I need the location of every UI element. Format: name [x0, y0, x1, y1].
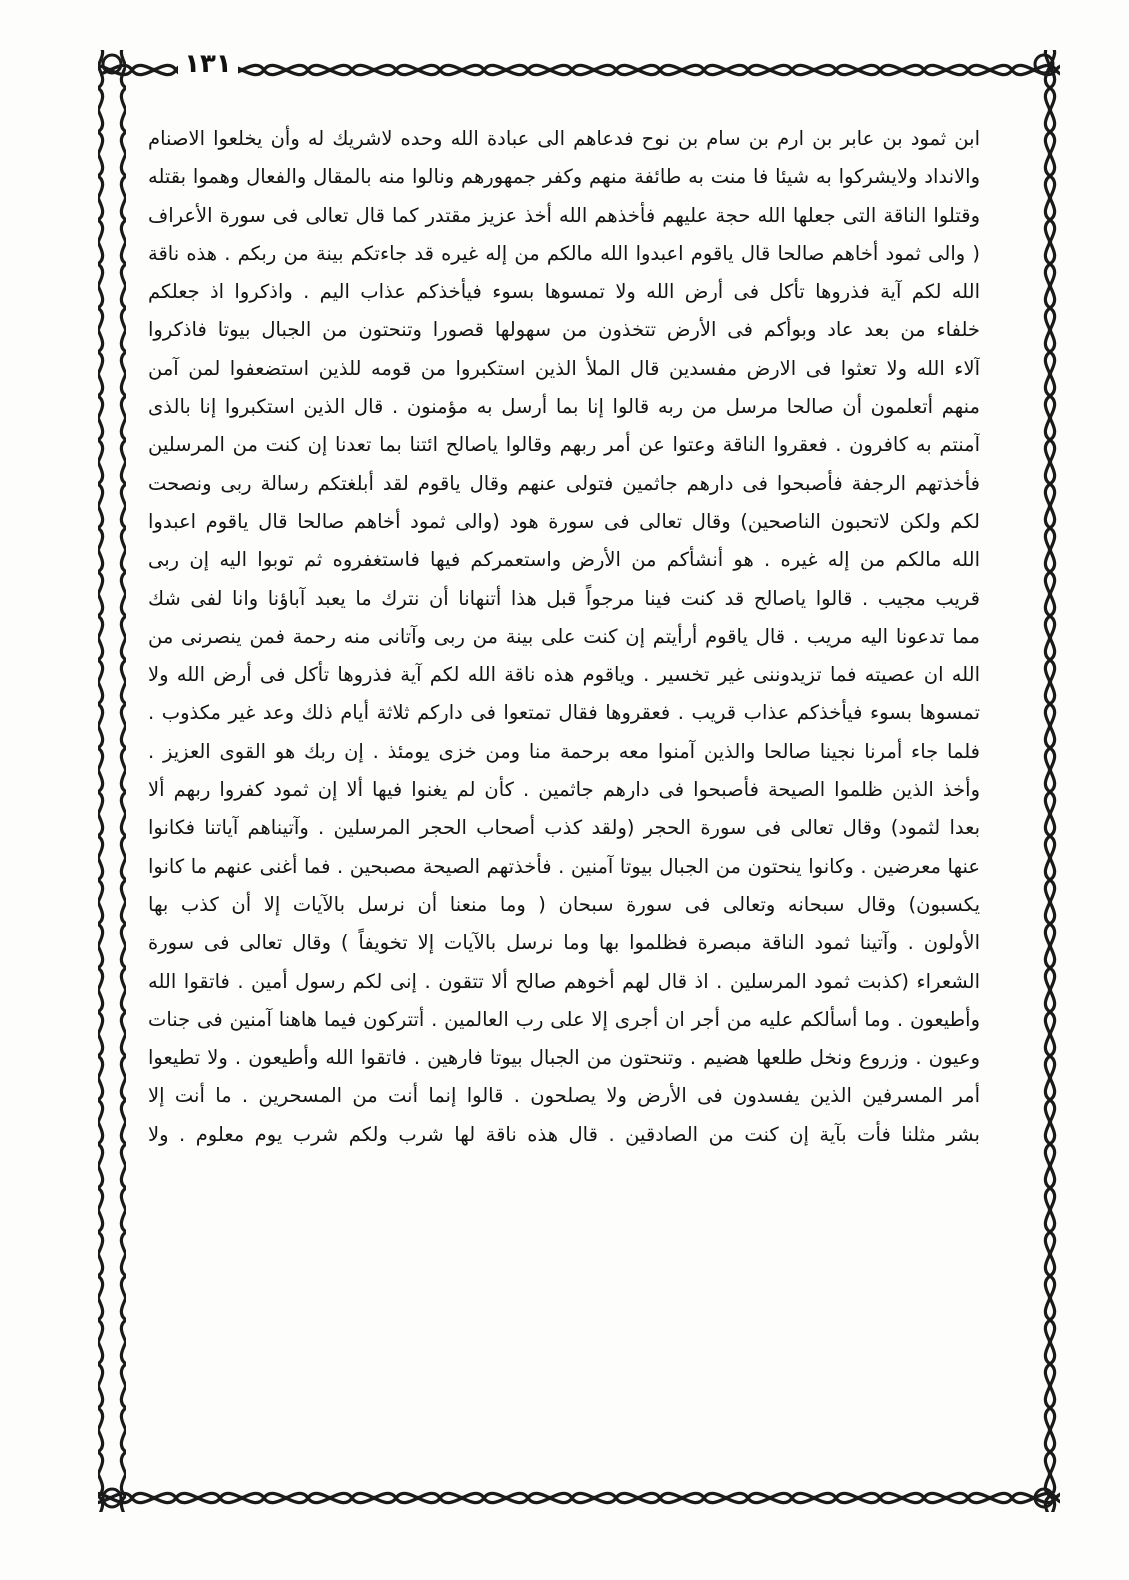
text-line: بعدا لثمود) وقال تعالى فى سورة الحجر (ولقد كذب أصحاب الحجر المرسلين . وآتيناهم آياتنا فكانوا — [148, 816, 980, 840]
text-line: وعيون . وزروع ونخل طلعها هضيم . وتنحتون من الجبال بيوتا فارهين . فاتقوا الله وأطيعون . ولا تطيعوا — [148, 1046, 980, 1070]
text-line: قريب مجيب . قالوا ياصالح قد كنت فينا مرجواً قبل هذا أتنهانا أن نترك ما يعبد آباؤنا وانا لفى شك — [148, 586, 980, 610]
text-line: خلفاء من بعد عاد وبوأكم فى الأرض تتخذون من سهولها قصورا وتنحتون من الجبال بيوتا فاذكروا — [148, 318, 980, 342]
text-line: الله لكم آية فذروها تأكل فى أرض الله ولا تمسوها بسوء فيأخذكم عذاب اليم . واذكروا اذ جعلكم — [148, 280, 980, 304]
text-line: مما تدعونا اليه مريب . قال ياقوم أرأيتم إن كنت على بينة من ربى وآتانى منه رحمة فمن ينصرنى من — [148, 624, 980, 648]
text-line: الله ان عصيته فما تزيدوننى غير تخسير . وياقوم هذه ناقة الله لكم آية فذروها تأكل فى أرض الله ولا — [148, 663, 980, 687]
text-line: بشر مثلنا فأت بآية إن كنت من الصادقين . قال هذه ناقة لها شرب ولكم شرب يوم معلوم . ولا — [148, 1122, 980, 1146]
text-line: عنها معرضين . وكانوا ينحتون من الجبال بيوتا آمنين . فأخذتهم الصيحة مصبحين . فما أغنى عنهم ما كانوا — [148, 854, 980, 878]
text-line: فأخذتهم الرجفة فأصبحوا فى دارهم جاثمين فتولى عنهم وقال ياقوم لقد أبلغتكم رسالة ربى ونصحت — [148, 471, 980, 495]
text-line: ابن ثمود بن عابر بن ارم بن سام بن نوح فدعاهم الى عبادة الله وحده لاشريك له وأن يخلعوا الاصنام — [148, 127, 980, 150]
text-line: ( والى ثمود أخاهم صالحا قال ياقوم اعبدوا الله مالكم من إله غيره قد جاءتكم بينة من ربكم . هذه ناقة — [148, 241, 980, 265]
text-line: منهم أتعلمون أن صالحا مرسل من ربه قالوا إنا بما أرسل به مؤمنون . قال الذين استكبروا إنا بالذى — [148, 395, 980, 419]
text-line: وأخذ الذين ظلموا الصيحة فأصبحوا فى دارهم جاثمين . كأن لم يغنوا فيها ألا إن ثمود كفروا ربهم ألا — [148, 778, 980, 802]
text-line: لكم ولكن لاتحبون الناصحين) وقال تعالى فى سورة هود (والى ثمود أخاهم صالحا قال ياقوم اعبدوا — [148, 509, 980, 533]
text-line: آمنتم به كافرون . فعقروا الناقة وعتوا عن أمر ربهم وقالوا ياصالح ائتنا بما تعدنا إن كنت من المرسلين — [148, 433, 980, 457]
text-line: الشعراء (كذبت ثمود المرسلين . اذ قال لهم أخوهم صالح ألا تتقون . إنى لكم رسول أمين . فاتقوا الله — [148, 969, 980, 993]
text-line: وقتلوا الناقة التى جعلها الله حجة عليهم فأخذهم الله أخذ عزيز مقتدر كما قال تعالى فى سورة الأعراف — [148, 203, 980, 227]
text-line: آلاء الله ولا تعثوا فى الارض مفسدين قال الملأ الذين استكبروا من قومه للذين استضعفوا لمن آمن — [148, 356, 980, 380]
page-number: ١٣١ — [178, 44, 238, 84]
text-line: تمسوها بسوء فيأخذكم عذاب قريب . فعقروها فقال تمتعوا فى داركم ثلاثة أيام ذلك وعد غير مكذوب . — [148, 701, 980, 725]
text-line: والانداد ولايشركوا به شيئا فا منت به طائفة منهم وكفر جمهورهم ونالوا منه بالمقال والفعال وهموا بقتله — [148, 165, 980, 189]
text-line: يكسبون) وقال سبحانه وتعالى فى سورة سبحان ( وما منعنا أن نرسل بالآيات إلا أن كذب بها — [148, 892, 980, 916]
body-text — [148, 120, 980, 1510]
text-line: فلما جاء أمرنا نجينا صالحا والذين آمنوا معه برحمة منا ومن خزى يومئذ . إن ربك هو القوى العزيز . — [148, 739, 980, 763]
text-line: أمر المسرفين الذين يفسدون فى الأرض ولا يصلحون . قالوا إنما أنت من المسحرين . ما أنت إلا — [148, 1084, 980, 1108]
text-line: وأطيعون . وما أسألكم عليه من أجر ان أجرى إلا على رب العالمين . أتتركون فيما هاهنا آمنين فى جنات — [148, 1007, 980, 1031]
text-line: الأولون . وآتينا ثمود الناقة مبصرة فظلموا بها وما نرسل بالآيات إلا تخويفاً ) وقال تعالى فى سورة — [148, 931, 980, 955]
text-line: الله مالكم من إله غيره . هو أنشأكم من الأرض واستعمركم فيها فاستغفروه ثم توبوا اليه إن ربى — [148, 548, 980, 572]
